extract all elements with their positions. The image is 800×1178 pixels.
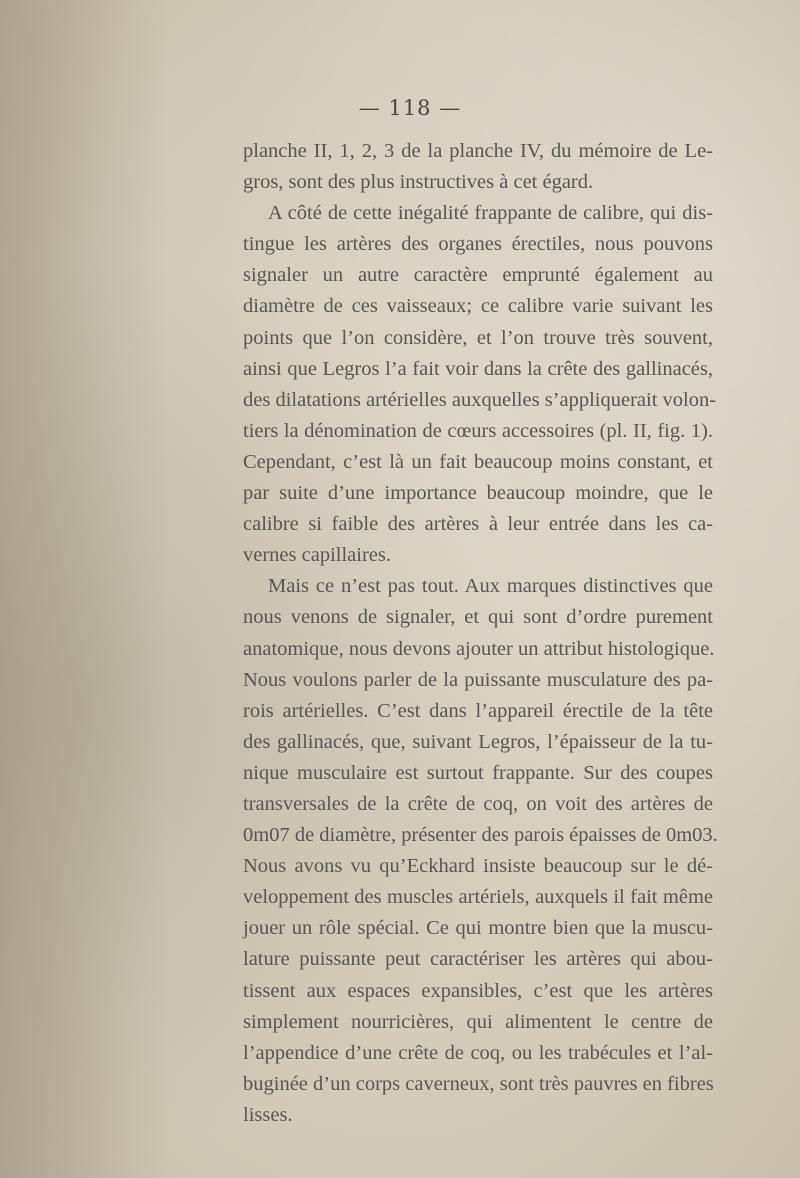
text-line: signaler un autre caractère emprunté également au (243, 264, 713, 287)
text-line: l’appendice d’une crête de coq, ou les trabécules et l’al- (243, 1041, 713, 1064)
text-line: jouer un rôle spécial. Ce qui montre bien que la muscu- (243, 917, 713, 940)
text-line: transversales de la crête de coq, on voit des artères de (243, 792, 713, 815)
body-text (243, 136, 718, 1131)
text-line: des gallinacés, que, suivant Legros, l’épaisseur de la tu- (243, 730, 713, 753)
paragraph (243, 571, 718, 1131)
text-line: anatomique, nous devons ajouter un attribut histologique. (243, 637, 715, 660)
text-line: rois artérielles. C’est dans l’appareil érectile de la tête (243, 699, 713, 722)
page-edge-shadow (0, 0, 170, 1178)
text-line: points que l’on considère, et l’on trouve très souvent, (243, 326, 713, 349)
text-line: simplement nourricières, qui alimentent le centre de (243, 1010, 713, 1033)
paragraph (243, 198, 717, 571)
text-line: tiers la dénomination de cœurs accessoires (pl. II, fig. 1). (243, 419, 713, 442)
text-line: nous venons de signaler, et qui sont d’ordre purement (243, 606, 713, 629)
text-line: planche II, 1, 2, 3 de la planche IV, du mémoire de Le- (243, 140, 713, 162)
text-line: gros, sont des plus instructives à cet égard. (243, 171, 594, 194)
text-line: calibre si faible des artères à leur entrée dans les ca- (243, 513, 713, 536)
text-line: Nous voulons parler de la puissante musculature des pa- (243, 668, 713, 691)
text-line: A côté de cette inégalité frappante de calibre, qui dis- (268, 202, 713, 225)
text-line: Cependant, c’est là un fait beaucoup moins constant, et (243, 450, 713, 473)
text-line: Nous avons vu qu’Eckhard insiste beaucoup sur le dé- (243, 855, 713, 878)
text-line: tingue les artères des organes érectiles, nous pouvons (243, 233, 713, 256)
text-line: lisses. (243, 1103, 293, 1126)
text-line: 0m07 de diamètre, présenter des parois épaisses de 0m03. (243, 824, 718, 847)
text-line: des dilatations artérielles auxquelles s’appliquerait volon- (243, 388, 717, 411)
text-line: nique musculaire est surtout frappante. Sur des coupes (243, 761, 713, 784)
text-line: lature puissante peut caractériser les artères qui abou- (243, 948, 713, 971)
text-line: tissent aux espaces expansibles, c’est que les artères (243, 979, 713, 1002)
text-line: ainsi que Legros l’a fait voir dans la crête des gallinacés, (243, 357, 713, 380)
text-line: diamètre de ces vaisseaux; ce calibre varie suivant les (243, 295, 713, 318)
text-line: veloppement des muscles artériels, auxquels il fait même (243, 886, 713, 909)
text-line: buginée d’un corps caverneux, sont très pauvres en fibres (243, 1072, 714, 1095)
paragraph (243, 136, 713, 198)
text-line: vernes capillaires. (243, 544, 391, 567)
text-line: Mais ce n’est pas tout. Aux marques distinctives que (268, 575, 713, 598)
text-line: par suite d’une importance beaucoup moindre, que le (243, 482, 713, 505)
page-number: — 118 — (358, 96, 462, 120)
